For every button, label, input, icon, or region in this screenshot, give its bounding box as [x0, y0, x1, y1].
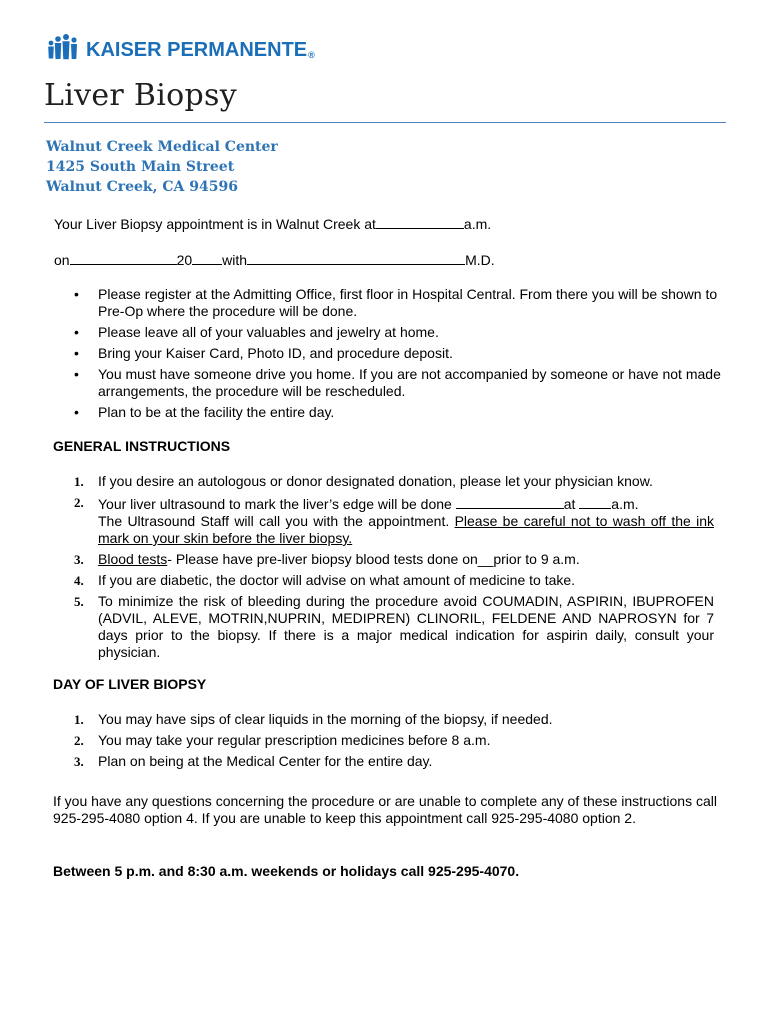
bullet-icon: • [74, 404, 79, 420]
list-item: • Plan to be at the facility the entire day. [74, 404, 335, 420]
appointment-text: Your Liver Biopsy appointment is in Walnut Creek at [54, 216, 376, 232]
general-instructions-list [74, 473, 714, 665]
bullet-icon: • [74, 366, 79, 382]
ultrasound-time-blank[interactable] [579, 494, 611, 509]
with-label: with [222, 252, 248, 268]
am-label: a.m. [463, 216, 492, 232]
kaiser-people-icon [46, 33, 80, 63]
facility-address [46, 137, 278, 197]
after-hours-line: Between 5 p.m. and 8:30 a.m. weekends or holidays call 925-295-4070. [53, 863, 520, 879]
bullet-icon: • [74, 286, 79, 302]
address-line-2: 1425 South Main Street [46, 159, 235, 175]
kaiser-logo [46, 30, 315, 66]
registered-mark: ® [308, 49, 315, 60]
document-title: Liver Biopsy [44, 78, 237, 113]
list-item: 2. You may take your regular prescription medicines before 8 a.m. [74, 732, 491, 748]
list-item: • Bring your Kaiser Card, Photo ID, and procedure deposit. [74, 345, 453, 361]
list-item: 1. If you desire an autologous or donor designated donation, please let your physician know. [74, 473, 653, 489]
address-line-3: Walnut Creek, CA 94596 [46, 179, 238, 195]
address-line-1: Walnut Creek Medical Center [46, 139, 278, 155]
title-rule [44, 122, 726, 123]
md-label: M.D. [465, 252, 495, 268]
bullet-icon: • [74, 324, 79, 340]
list-item: • Please register at the Admitting Office, first floor in Hospital Central. From there you will be shown to Pre-Op where the procedure will be done. [74, 286, 718, 319]
appointment-date-line [54, 250, 495, 268]
list-item: 5. To minimize the risk of bleeding during the procedure avoid COUMADIN, ASPIRIN, IBUPROFEN (ADVIL, ALEVE, MOTRIN,NUPRIN, MEDIPREN) CLINORIL, FELDENE AND NAPROSYN for 7 days prior to the biopsy. If there is a major medical indication for aspirin daily, consult your physician. [74, 593, 714, 660]
ultrasound-date-blank[interactable] [456, 494, 564, 509]
list-item: • Please leave all of your valuables and jewelry at home. [74, 324, 439, 340]
on-label: on [54, 252, 70, 268]
appointment-time-line [54, 214, 491, 232]
doctor-blank[interactable] [247, 250, 465, 265]
time-blank[interactable] [376, 214, 464, 229]
list-item: 2. Your liver ultrasound to mark the liver’s edge will be done at a.m. The Ultrasound Staff will call you with the appointment. Please be careful not to wash off the ink mark on your skin before the liver biopsy. [74, 495, 714, 546]
list-item: 3. Blood tests- Please have pre-liver biopsy blood tests done on__prior to 9 a.m. [74, 551, 580, 567]
date-blank[interactable] [70, 250, 177, 265]
list-item: 1. You may have sips of clear liquids in the morning of the biopsy, if needed. [74, 711, 553, 727]
bullet-icon: • [74, 345, 79, 361]
brand-name: KAISER PERMANENTE® [86, 38, 315, 61]
general-instructions-heading: GENERAL INSTRUCTIONS [53, 438, 231, 454]
preparation-bullets [74, 286, 724, 425]
day-of-biopsy-list [74, 711, 714, 774]
year-prefix: 20 [176, 252, 193, 268]
day-of-biopsy-heading: DAY OF LIVER BIOPSY [53, 676, 207, 692]
list-item: 3. Plan on being at the Medical Center for the entire day. [74, 753, 433, 769]
list-item: 4. If you are diabetic, the doctor will advise on what amount of medicine to take. [74, 572, 576, 588]
contact-paragraph: If you have any questions concerning the procedure or are unable to complete any of these instructions call 925-295-4080 option 4. If you are unable to keep this appointment call 925-295-4080 option 2. [53, 793, 717, 826]
year-blank[interactable] [192, 250, 222, 265]
list-item: • You must have someone drive you home. If you are not accompanied by someone or have not made arrangements, the procedure will be rescheduled. [74, 366, 721, 399]
